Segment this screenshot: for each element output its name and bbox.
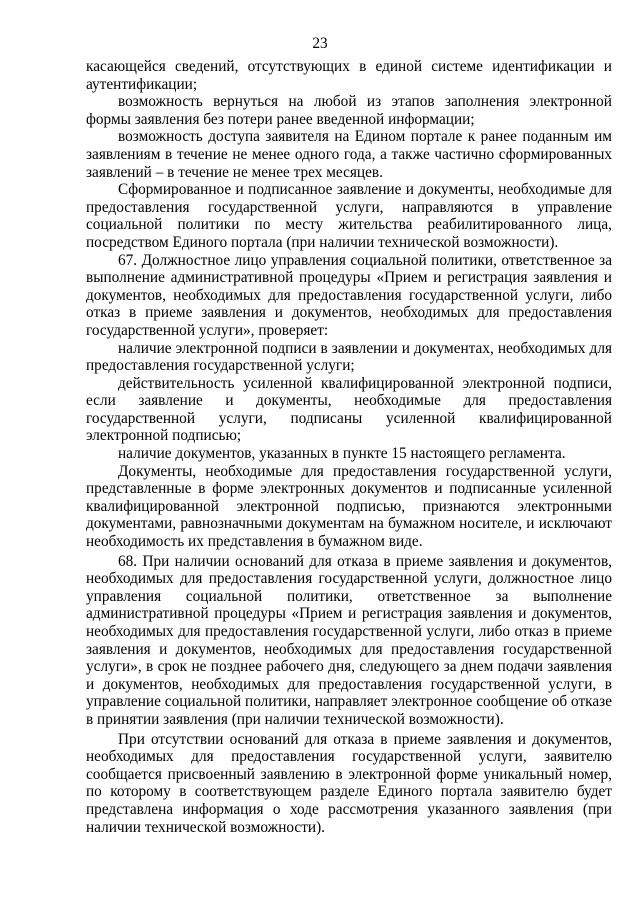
paragraph-continuation: касающейся сведений, отсутствующих в единой системе идентификации и аутентификации; [86, 58, 612, 93]
paragraph-no-grounds: При отсутствии оснований для отказа в приеме заявления и документов, необходимых для предоставления государственной услуги, заявителю сообщается присвоенный заявлению в электронной форме уникальный номер, по которому в соответствующем разделе Единого портала заявителю будет представлена информация о ходе рассмотрения указанного заявления (при наличии технической возможности). [86, 730, 612, 836]
paragraph-67: 67. Должностное лицо управления социальной политики, ответственное за выполнение административной процедуры «Прием и регистрация заявления и документов, необходимых для предоставления государственной услуги, либо отказ в приеме заявления и документов, необходимых для предоставления государственной услуги», проверяет: [86, 251, 612, 339]
paragraph-access-to-applications: возможность доступа заявителя на Едином портале к ранее поданным им заявлениям в течение не менее одного года, а также частично сформированных заявлений – в течение не менее трех месяцев. [86, 128, 612, 181]
document-body [86, 58, 612, 836]
paragraph-documents-presence: наличие документов, указанных в пункте 15 настоящего регламента. [118, 445, 566, 463]
paragraph-signature-validity: действительность усиленной квалифицированной электронной подписи, если заявление и документы, необходимые для предоставления государственной услуги, подписаны усиленной квалифицированной электронной подписью; [86, 374, 612, 445]
paragraph-submission: Сформированное и подписанное заявление и документы, необходимые для предоставления государственной услуги, направляются в управление социальной политики по месту жительства реабилитированного лица, посредством Единого портала (при наличии технической возможности). [86, 181, 612, 251]
paragraph-return-to-step: возможность вернуться на любой из этапов заполнения электронной формы заявления без потери ранее введенной информации; [86, 93, 612, 128]
paragraph-68: 68. При наличии оснований для отказа в приеме заявления и документов, необходимых для предоставления государственной услуги, должностное лицо управления социальной политики, ответственное за выполнение административной процедуры «Прием и регистрация заявления и документов, необходимых для предоставления государственной услуги, либо отказ в приеме заявления и документов, необходимых для предоставления государственной услуги», в срок не позднее рабочего дня, следующего за днем подачи заявления и документов, необходимых для предоставления государственной услуги, в управление социальной политики, направляет электронное сообщение об отказе в принятии заявления (при наличии технической возможности). [86, 552, 612, 728]
paragraph-signature-check: наличие электронной подписи в заявлении и документах, необходимых для предоставления государственной услуги; [86, 339, 612, 375]
paragraph-electronic-documents: Документы, необходимые для предоставления государственной услуги, представленные в форме электронных документов и подписанные усиленной квалифицированной электронной подписью, признаются электронными документами, равнозначными документам на бумажном носителе, и исключают необходимость их представления в бумажном виде. [86, 462, 612, 551]
page-number: 23 [312, 35, 328, 52]
